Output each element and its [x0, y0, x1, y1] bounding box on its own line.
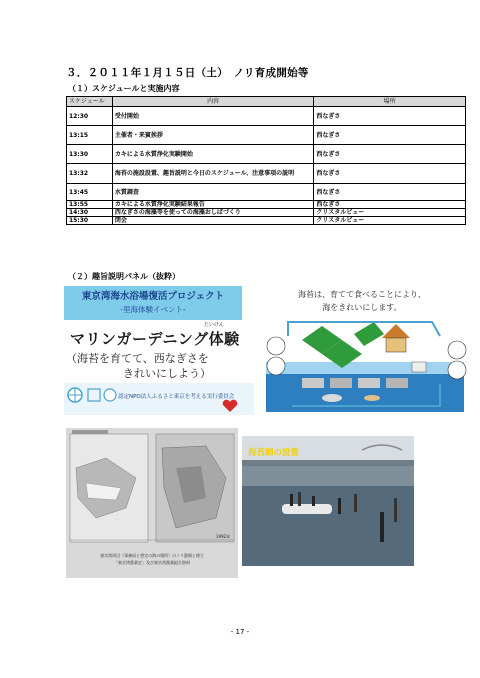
fish-icon: [322, 394, 342, 402]
boat: [282, 504, 332, 514]
row-content: カキによる水質浄化実験開始: [112, 145, 313, 164]
row-place: クリスタルビュー: [314, 217, 466, 225]
table-row: [67, 126, 466, 145]
row-place: 西なぎさ: [314, 107, 466, 126]
row-place: 西なぎさ: [314, 126, 466, 145]
row-content: 主催者・来賓挨拶: [112, 126, 313, 145]
table-row: [67, 107, 466, 126]
row-content: 海苔の施設設置、趣旨説明と今日のスケジュール、注意事項の説明: [112, 164, 313, 184]
row-place: 西なぎさ: [314, 164, 466, 184]
panel-subtitle: （２）趣旨説明パネル（抜粋）: [68, 272, 180, 281]
table-row: [67, 201, 466, 209]
table-row: [67, 217, 466, 225]
schedule-table: [66, 96, 466, 225]
row-content: 西なぎさの海藻等を使っての海藻おしばづくり: [112, 209, 313, 217]
header-place: 場所: [314, 97, 466, 107]
building-icon: [88, 389, 100, 401]
header-content: 内容: [112, 97, 313, 107]
row-content: 閉会: [112, 217, 313, 225]
organizer-text: 認定NPO法人ふるさと東京を考える実行委員会: [118, 394, 235, 400]
row-place: クリスタルビュー: [314, 209, 466, 217]
heart-logo-icon: [222, 399, 238, 413]
row-place: 西なぎさ: [314, 184, 466, 201]
right-text-line1: 海苔は、育てて食べることにより、: [298, 290, 426, 299]
schedule-subtitle: （１）スケジュールと実施内容: [68, 84, 180, 93]
table-row: [67, 164, 466, 184]
row-content: 水質調査: [112, 184, 313, 201]
row-time: 13:30: [67, 145, 113, 164]
title-ruby: たいけん: [204, 322, 225, 328]
row-place: 西なぎさ: [314, 201, 466, 209]
row-time: 13:15: [67, 126, 113, 145]
logo-icons: [66, 385, 118, 413]
map-caption-line2: 「東京湾漁業史」及び東京湾漁業組合資料: [114, 560, 190, 565]
row-time: 14:30: [67, 209, 113, 217]
row-content: 受付開始: [112, 107, 313, 126]
row-time: 13:55: [67, 201, 113, 209]
row-time: 13:32: [67, 164, 113, 184]
map-caption-line1: 東京湾周辺（事務局と想定の海の場所）のノリ漁場と埋立: [100, 553, 204, 558]
table-header-row: [67, 97, 466, 107]
header-schedule: スケジュール: [67, 97, 113, 107]
row-content: カキによる水質浄化実験結果報告: [112, 201, 313, 209]
map-year: 1992年: [216, 534, 231, 539]
section-title: ３．２０１１年１月１５日（土） ノリ育成開始等: [66, 67, 309, 79]
right-text-line2: 海をきれいにします。: [322, 303, 402, 312]
slogan-line1: （海苔を育てて、西なぎさを: [66, 352, 209, 365]
nori-cycle-diagram: [262, 314, 468, 414]
table-row: [67, 145, 466, 164]
row-time: 12:30: [67, 107, 113, 126]
row-time: 15:30: [67, 217, 113, 225]
nutrient-circle-icon: [267, 337, 285, 355]
photo-label: 海苔網の設置: [248, 448, 300, 458]
slogan-line2: きれいにしよう）: [123, 367, 211, 380]
table-row: [67, 184, 466, 201]
row-place: 西なぎさ: [314, 145, 466, 164]
banner-subtitle: -里海体験イベント-: [120, 305, 186, 314]
sun-icon: [104, 389, 116, 401]
banner-title: 東京湾海水浴場復活プロジェクト: [81, 291, 225, 302]
row-time: 13:45: [67, 184, 113, 201]
table-row: [67, 209, 466, 217]
page-number: - 17 -: [230, 628, 250, 636]
panel-title: マリンガーデニング体験: [70, 330, 240, 348]
